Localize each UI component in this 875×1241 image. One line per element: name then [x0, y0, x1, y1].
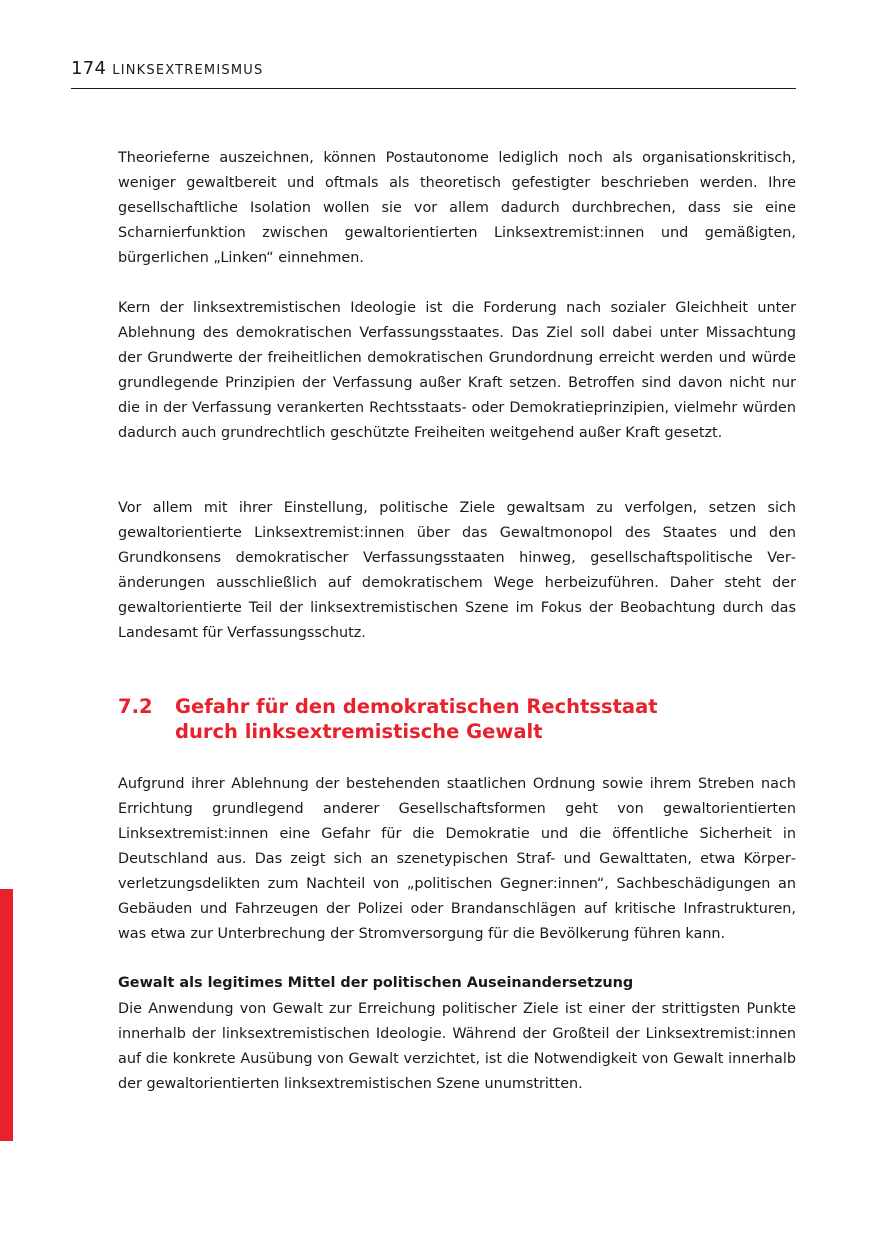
paragraph-4: Aufgrund ihrer Ablehnung der bestehenden staatlichen Ordnung sowie ihrem Streben nach Errichtung grundlegend anderer Gesellschaftsformen geht von gewaltorientierten Linksextremist:innen eine Gefahr für die Demokratie und die öffentliche Sicherheit in Deutschland aus. Das zeigt sich an szenetypischen Straf- und Gewalttaten, etwa Körperverletzungsdelikten zum Nachteil von „politischen Gegner:innen“, Sachbeschädigungen an Gebäuden und Fahrzeugen der Polizei oder Brandanschlägen auf kritische Infrastrukturen, was etwa zur Unterbrechung der Stromversorgung für die Bevölkerung führen kann. [118, 776, 796, 942]
chapter-marker-bar [0, 889, 13, 1141]
chapter-title: LINKSEXTREMISMUS [112, 63, 264, 78]
section-title [175, 694, 796, 744]
running-header [71, 58, 796, 89]
paragraph-2: Kern der linksextremistischen Ideologie ist die Forderung nach sozialer Gleichheit unter Ablehnung des demokratischen Verfassungsstaates. Das Ziel soll dabei unter Missachtung der Grundwerte der freiheitlichen demokratischen Grundordnung erreicht werden und würde grundlegende Prinzipien der Verfassung außer Kraft setzen. Betroffen sind davon nicht nur die in der Verfassung verankerten Rechtsstaats- oder Demokratieprinzipien, vielmehr würden dadurch auch grundrechtlich geschützte Freiheiten weitgehend außer Kraft gesetzt. [118, 300, 796, 441]
paragraph-1: Theorieferne auszeichnen, können Postautonome lediglich noch als organisationskritisch, weniger gewaltbereit und oftmals als theoretisch gefestigter beschrieben werden. Ihre gesellschaftliche Isolation wollen sie vor allem dadurch durchbrechen, dass sie eine Scharnierfunktion zwischen gewaltorientierten Linksextremist:innen und gemäßigten, bürgerlichen „Linken“ einnehmen. [118, 150, 796, 266]
subheading: Gewalt als legitimes Mittel der politischen Auseinandersetzung [118, 975, 634, 991]
page-number: 174 [71, 58, 107, 79]
section-number: 7.2 [118, 695, 153, 718]
section-title-line-2: durch linksextremistische Gewalt [175, 720, 543, 743]
paragraph-3: Vor allem mit ihrer Einstellung, politische Ziele gewaltsam zu verfolgen, setzen sich gewaltorientierte Linksextremist:innen über das Gewaltmonopol des Staates und den Grundkonsens demokratischer Verfassungsstaaten hinweg, gesellschaftspolitische Veränderungen ausschließlich auf demokratischem Wege herbeizuführen. Daher steht der gewaltorientierte Teil der linksextremistischen Szene im Fokus der Beobachtung durch das Landesamt für Verfassungsschutz. [118, 500, 796, 641]
paragraph-5: Die Anwendung von Gewalt zur Erreichung politischer Ziele ist einer der strittigsten Punkte innerhalb der linksextremistischen Ideologie. Während der Großteil der Linksextremist:innen auf die konkrete Ausübung von Gewalt verzichtet, ist die Notwendigkeit von Gewalt innerhalb der gewaltorientierten linksextremistischen Szene unumstritten. [118, 1001, 796, 1092]
section-heading [118, 694, 796, 744]
section-title-line-1: Gefahr für den demokratischen Rechtsstaat [175, 695, 658, 718]
